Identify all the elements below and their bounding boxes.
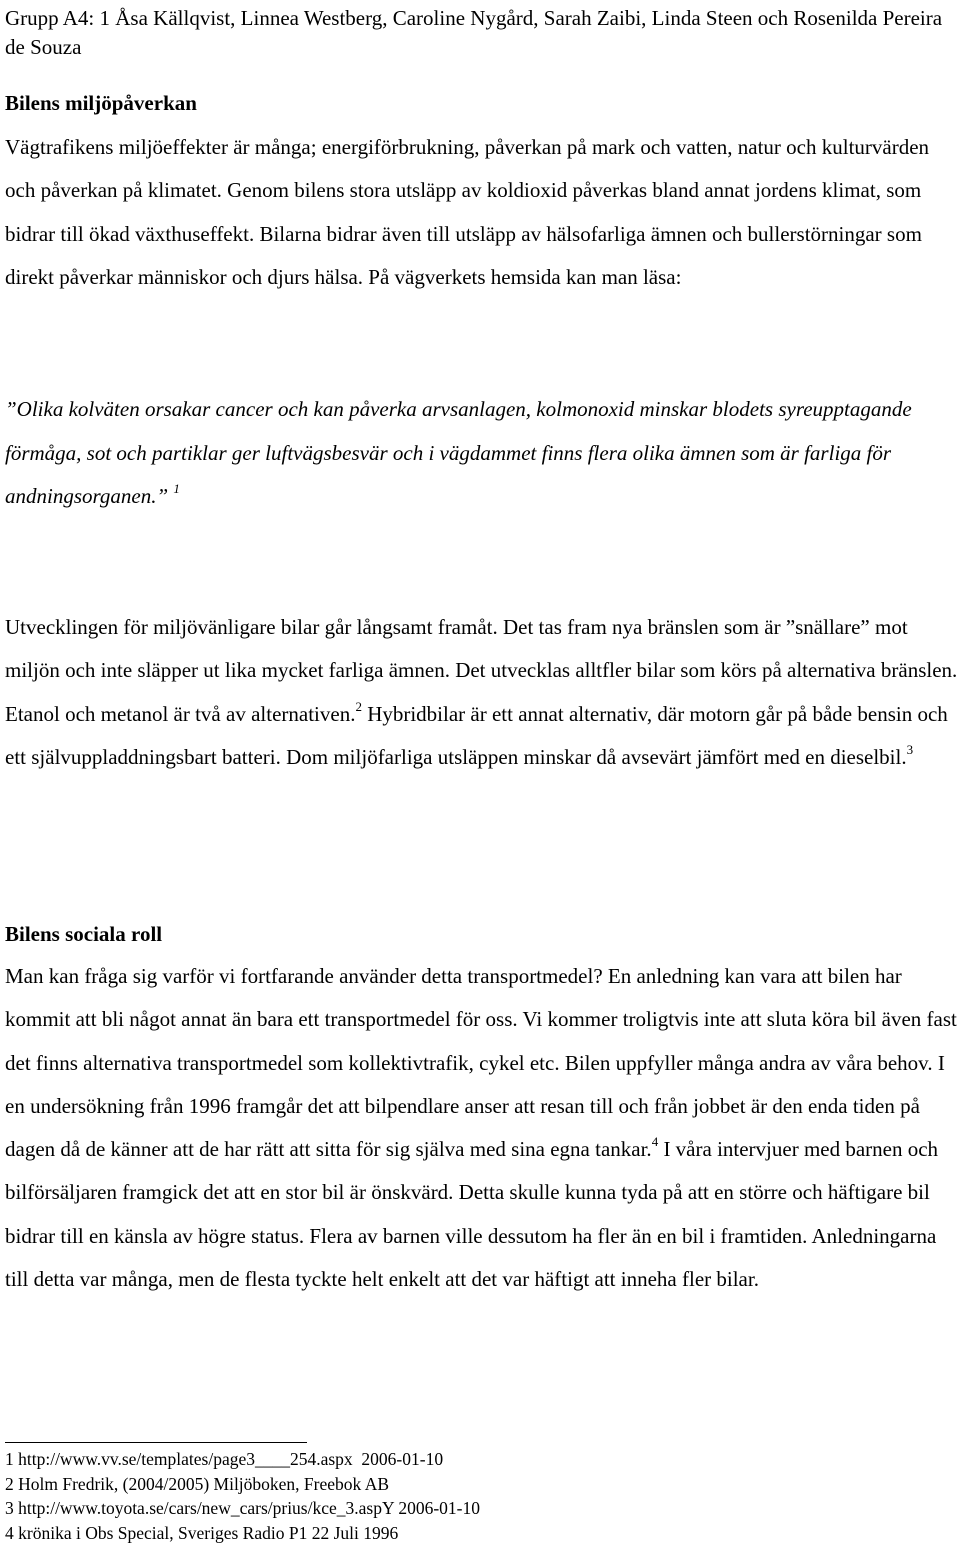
footnotes: [5, 1447, 960, 1545]
footnote-item: 2 Holm Fredrik, (2004/2005) Miljöboken, Freebok AB: [5, 1473, 390, 1494]
footnote-item: 3 http://www.toyota.se/cars/new_cars/prius/kce_3.aspY 2006-01-10: [5, 1498, 480, 1518]
paragraph-text: I våra intervjuer med barnen och bilförsäljaren framgick det att en stor bil är önskvärd. Detta skulle kunna tyda på att en större och häftigare bil bidrar till en känsla av högre status. Flera av barnen ville dessutom ha fler än en bil i framtiden. Anledningarna till detta var många, men de flesta tyckte helt enkelt att det var häftigt att inneha fler bilar.: [5, 1137, 939, 1292]
quote-text: ”Olika kolväten orsakar cancer och kan påverka arvsanlagen, kolmonoxid minskar blodets syreupptagande förmåga, sot och partiklar ger luftvägsbesvär och i vägdammet finns flera olika ämnen som är farliga för andningsorganen.”: [5, 397, 912, 508]
paragraph-text: Man kan fråga sig varför vi fortfarande använder detta transportmedel? En anledning kan vara att bilen har kommit att bli något annat än bara ett transportmedel för oss. Vi kommer troligtvis inte att sluta köra bil även fast det finns alternativa transportmedel som kollektivtrafik, cykel etc. Bilen uppfyller många andra av våra behov. I en undersökning från 1996 framgår det att bilpendlare anser att resan till och från jobbet är den enda tiden på dagen då de känner att de har rätt att sitta för sig själva med sina egna tankar.: [5, 964, 957, 1162]
author-line: Grupp A4: 1 Åsa Källqvist, Linnea Westberg, Caroline Nygård, Sarah Zaibi, Linda Steen och Rosenilda Pereira de Souza: [5, 6, 943, 59]
block-quote: [5, 388, 960, 519]
footnote-item: 1 http://www.vv.se/templates/page3____254.aspx 2006-01-10: [5, 1449, 444, 1469]
section-heading-social: Bilens sociala roll: [5, 922, 163, 946]
paragraph-environment-intro: Vägtrafikens miljöeffekter är många; energiförbrukning, påverkan på mark och vatten, natur och kulturvärden och påverkan på klimatet. Genom bilens stora utsläpp av koldioxid påverkas bland annat jordens klimat, som bidrar till ökad växthuseffekt. Bilarna bidrar även till utsläpp av hälsofarliga ämnen och bullerstörningar som direkt påverkar människor och djurs hälsa. På vägverkets hemsida kan man läsa:: [5, 135, 930, 289]
footnote-item: 4 krönika i Obs Special, Sveriges Radio P1 22 Juli 1996: [5, 1522, 399, 1543]
footnote-separator: [5, 1442, 307, 1443]
paragraph-environment-development: [5, 606, 960, 779]
footnote-ref-1: 1: [173, 481, 180, 496]
paragraph-text: Hybridbilar är ett annat alternativ, där motorn går på både bensin och ett självuppladdningsbart batteri. Dom miljöfarliga utsläppen minskar då avsevärt jämfört med en dieselbil.: [5, 701, 948, 769]
paragraph-text: Utvecklingen för miljövänligare bilar går långsamt framåt. Det tas fram nya bränslen som är ”snällare” mot miljön och inte släpper ut lika mycket farliga ämnen. Det utvecklas alltfler bilar som körs på alternativa bränslen. Etanol och metanol är två av alternativen.: [5, 615, 958, 726]
footnote-ref-3: 3: [906, 741, 914, 757]
section-heading-environment: Bilens miljöpåverkan: [5, 91, 197, 115]
footnote-ref-2: 2: [355, 698, 362, 714]
footnote-ref-4: 4: [651, 1134, 659, 1150]
paragraph-social-role: [5, 955, 960, 1301]
